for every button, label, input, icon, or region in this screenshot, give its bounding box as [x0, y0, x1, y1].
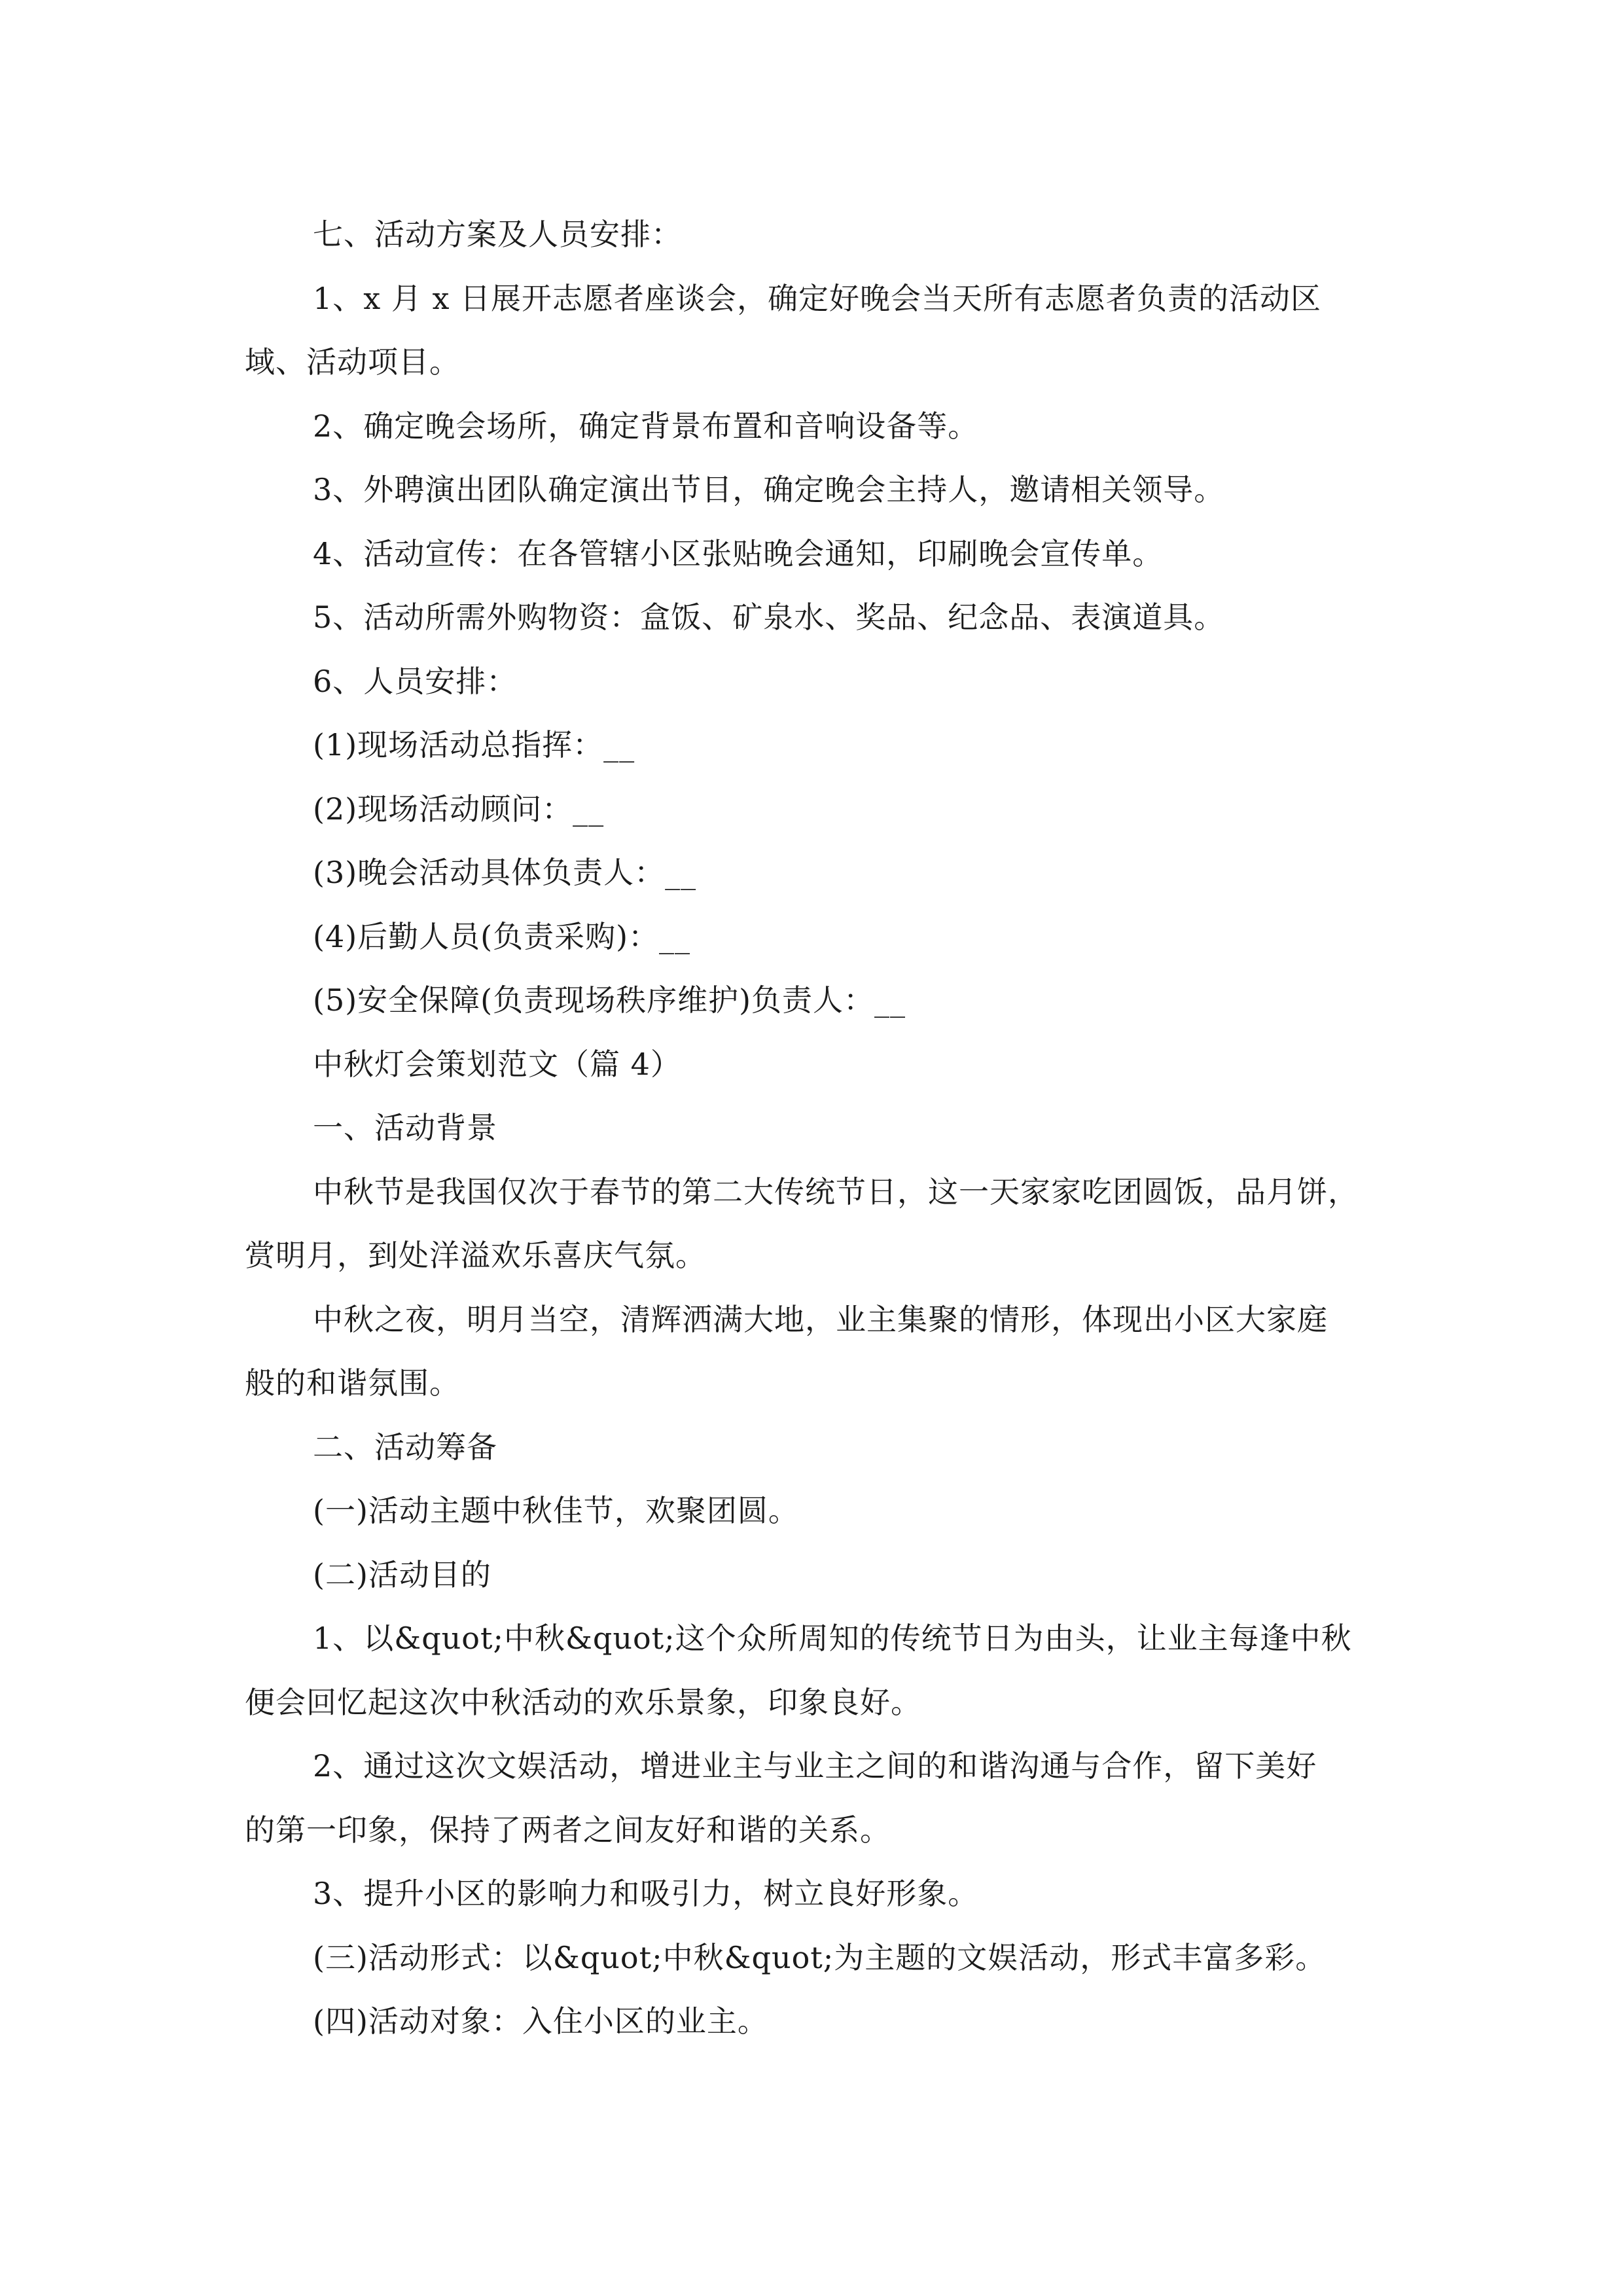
paragraph-line: 1、以&quot;中秋&quot;这个众所周知的传统节日为由头，让业主每逢中秋	[313, 1621, 1352, 1656]
section-heading: 七、活动方案及人员安排：	[313, 217, 682, 252]
paragraph-line: 4、活动宣传：在各管辖小区张贴晚会通知，印刷晚会宣传单。	[313, 535, 1164, 571]
paragraph-line: 1、x 月 x 日展开志愿者座谈会，确定好晚会当天所有志愿者负责的活动区	[313, 280, 1322, 316]
paragraph-line: 便会回忆起这次中秋活动的欢乐景象，印象良好。	[245, 1684, 921, 1720]
list-item: (5)安全保障(负责现场秩序维护)负责人：__	[313, 982, 906, 1018]
list-item: (2)现场活动顾问：__	[313, 791, 605, 827]
paragraph-line: 6、人员安排：	[313, 663, 518, 699]
document-body	[245, 203, 1383, 2054]
paragraph-line: (四)活动对象：入住小区的业主。	[313, 2003, 768, 2039]
subsection-heading: (二)活动目的	[313, 1556, 491, 1592]
paragraph-line: (三)活动形式：以&quot;中秋&quot;为主题的文娱活动，形式丰富多彩。	[313, 1939, 1327, 1975]
paragraph-line: 2、确定晚会场所，确定背景布置和音响设备等。	[313, 408, 979, 444]
paragraph-line: 赏明月，到处洋溢欢乐喜庆气氛。	[245, 1238, 706, 1273]
list-item: (1)现场活动总指挥：__	[313, 727, 635, 762]
paragraph-line: 的第一印象，保持了两者之间友好和谐的关系。	[245, 1812, 891, 1848]
paragraph-line: 中秋节是我国仅次于春节的第二大传统节日，这一天家家吃团圆饭，品月饼，	[313, 1174, 1359, 1210]
paragraph-line: 5、活动所需外购物资：盒饭、矿泉水、奖品、纪念品、表演道具。	[313, 600, 1225, 635]
paragraph-line: 般的和谐氛围。	[245, 1365, 460, 1401]
paragraph-line: 3、外聘演出团队确定演出节目，确定晚会主持人，邀请相关领导。	[313, 472, 1225, 507]
section-heading: 二、活动筹备	[313, 1429, 497, 1465]
paragraph-line: 中秋之夜，明月当空，清辉洒满大地，业主集聚的情形，体现出小区大家庭	[313, 1301, 1328, 1337]
paragraph-line: 2、通过这次文娱活动，增进业主与业主之间的和谐沟通与合作，留下美好	[313, 1748, 1317, 1784]
paragraph-line: 域、活动项目。	[245, 344, 460, 380]
list-item: (4)后勤人员(负责采购)：__	[313, 918, 691, 954]
paragraph-line: 3、提升小区的影响力和吸引力，树立良好形象。	[313, 1876, 979, 1911]
list-item: (3)晚会活动具体负责人：__	[313, 855, 697, 890]
article-title: 中秋灯会策划范文（篇 4）	[313, 1046, 681, 1082]
paragraph-line: (一)活动主题中秋佳节，欢聚团圆。	[313, 1493, 799, 1528]
section-heading: 一、活动背景	[313, 1110, 497, 1145]
